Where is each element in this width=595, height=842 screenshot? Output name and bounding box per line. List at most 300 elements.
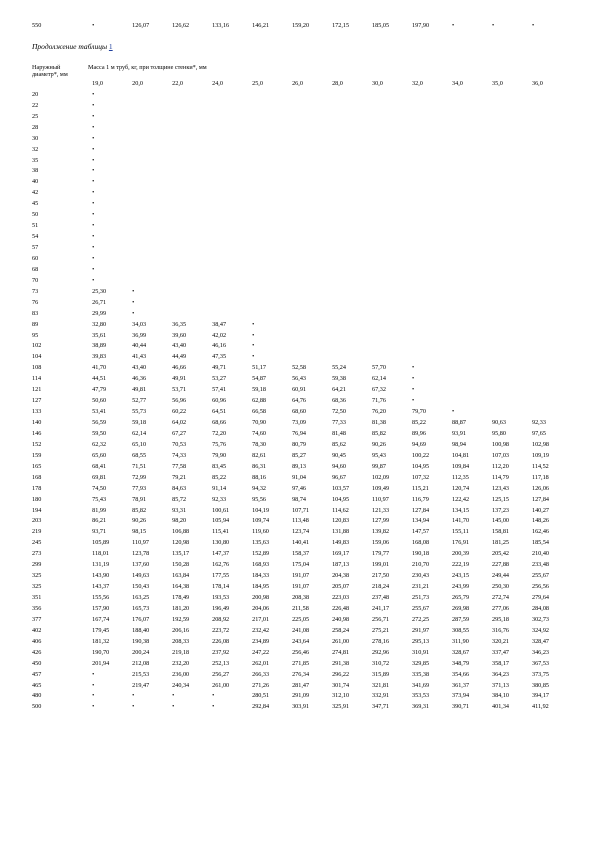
mass-cell — [492, 253, 532, 264]
diameter-cell: 480 — [32, 692, 42, 700]
mass-cell: 121,33 — [372, 506, 390, 514]
mass-cell: 25,30 — [92, 287, 107, 295]
table-row — [32, 275, 572, 286]
diameter-cell: 104 — [32, 353, 42, 361]
mass-cell: 95,43 — [372, 451, 386, 459]
mass-cell — [412, 220, 452, 231]
mass-cell — [212, 100, 252, 111]
mass-cell: 211,58 — [292, 604, 309, 612]
mass-cell — [332, 100, 372, 111]
mass-cell: 150,43 — [132, 583, 150, 591]
mass-cell: 46,36 — [132, 375, 147, 383]
mass-cell — [492, 89, 532, 100]
mass-cell: 249,44 — [492, 572, 510, 580]
mass-cell — [172, 100, 212, 111]
mass-cell — [252, 286, 292, 297]
mass-cell — [212, 176, 252, 187]
mass-cell — [212, 198, 252, 209]
thickness-header-cell: 24,0 — [212, 79, 223, 87]
mass-cell: 279,64 — [531, 594, 549, 602]
mass-cell: 73,09 — [292, 419, 306, 427]
mass-cell: • — [132, 298, 135, 306]
diameter-cell: 102 — [32, 342, 42, 350]
mass-cell: 258,24 — [332, 626, 350, 634]
mass-cell — [492, 362, 532, 373]
mass-cell: 223,03 — [332, 594, 350, 602]
mass-cell — [252, 100, 292, 111]
mass-cell: 233,48 — [531, 561, 549, 569]
mass-cell: 62,88 — [252, 397, 267, 405]
mass-cell — [172, 89, 212, 100]
mass-cell: • — [92, 90, 95, 98]
mass-cell — [212, 242, 252, 253]
mass-cell — [532, 198, 572, 209]
mass-cell — [212, 133, 252, 144]
mass-cell: 123,74 — [292, 528, 310, 536]
mass-cell — [452, 111, 492, 122]
mass-cell — [492, 231, 532, 242]
mass-cell — [252, 297, 292, 308]
mass-cell: 291,09 — [292, 692, 310, 700]
diameter-cell: 133 — [32, 408, 42, 416]
mass-cell: 115,21 — [412, 484, 429, 492]
mass-cell: 292,84 — [252, 703, 270, 711]
mass-cell — [212, 166, 252, 177]
diameter-cell: 219 — [32, 528, 42, 536]
table-row — [32, 166, 572, 177]
mass-cell: 347,71 — [372, 703, 390, 711]
mass-cell: 94,32 — [252, 484, 267, 492]
mass-cell — [452, 220, 492, 231]
mass-cell: 310,91 — [412, 648, 430, 656]
mass-cell: 311,90 — [452, 637, 469, 645]
mass-cell — [252, 275, 292, 286]
mass-cell — [452, 242, 492, 253]
mass-cell — [452, 253, 492, 264]
mass-cell — [332, 220, 372, 231]
table-row — [32, 680, 572, 691]
mass-cell — [292, 308, 332, 319]
mass-cell — [452, 122, 492, 133]
table-row — [32, 187, 572, 198]
mass-cell: 112,35 — [452, 473, 469, 481]
mass-cell: 86,31 — [252, 462, 267, 470]
mass-cell: 41,43 — [132, 353, 147, 361]
table-row — [32, 537, 572, 548]
mass-table — [32, 78, 572, 712]
mass-cell: 315,89 — [372, 670, 390, 678]
mass-cell — [412, 319, 452, 330]
diameter-cell: 76 — [32, 298, 39, 306]
diameter-cell: 159 — [32, 451, 42, 459]
mass-cell: 118,01 — [92, 550, 109, 558]
mass-cell — [252, 308, 292, 319]
mass-cell: 38,47 — [212, 320, 227, 328]
mass-cell: 328,67 — [452, 648, 470, 656]
mass-cell — [292, 297, 332, 308]
mass-cell: 266,33 — [252, 670, 270, 678]
mass-cell: 79,90 — [212, 451, 227, 459]
mass-cell — [332, 144, 372, 155]
mass-cell: • — [212, 703, 215, 711]
mass-cell — [532, 253, 572, 264]
mass-cell: 40,44 — [132, 342, 147, 350]
mass-cell: 176,07 — [132, 615, 150, 623]
mass-cell: 99,87 — [372, 462, 386, 470]
mass-cell — [172, 187, 212, 198]
table-row — [32, 559, 572, 570]
mass-cell — [252, 133, 292, 144]
mass-cell — [332, 133, 372, 144]
mass-cell — [492, 351, 532, 362]
mass-cell — [292, 111, 332, 122]
thickness-header-cell: 19,0 — [92, 79, 103, 87]
mass-cell — [372, 341, 412, 352]
mass-cell — [292, 100, 332, 111]
mass-cell — [132, 275, 172, 286]
table-row — [32, 603, 572, 614]
mass-cell: 74,50 — [92, 484, 107, 492]
mass-cell: 105,94 — [212, 517, 230, 525]
table-row — [32, 144, 572, 155]
mass-cell — [132, 187, 172, 198]
mass-cell: 155,56 — [92, 594, 110, 602]
mass-cell — [212, 155, 252, 166]
mass-cell — [492, 100, 532, 111]
mass-cell: 335,38 — [412, 670, 430, 678]
mass-cell — [532, 155, 572, 166]
mass-cell: 116,79 — [412, 495, 429, 503]
mass-cell — [492, 330, 532, 341]
mass-cell: 219,47 — [132, 681, 150, 689]
mass-cell: 227,88 — [492, 561, 510, 569]
mass-cell: 353,53 — [412, 692, 430, 700]
mass-cell — [452, 286, 492, 297]
diameter-cell: 45 — [32, 200, 39, 208]
mass-cell: 200,98 — [252, 594, 270, 602]
mass-cell: 191,07 — [292, 583, 310, 591]
mass-cell: 94,69 — [412, 440, 426, 448]
mass-cell: • — [92, 692, 95, 700]
mass-cell: 56,96 — [172, 397, 187, 405]
mass-cell — [372, 351, 412, 362]
mass-cell — [292, 209, 332, 220]
mass-cell — [412, 133, 452, 144]
table-row — [32, 439, 572, 450]
mass-cell: 59,38 — [332, 375, 346, 383]
mass-cell — [132, 100, 172, 111]
mass-cell: 67,32 — [372, 386, 386, 394]
mass-cell: 117,18 — [531, 473, 549, 481]
diameter-cell: 245 — [32, 539, 42, 547]
mass-cell: 181,32 — [92, 637, 110, 645]
mass-cell — [372, 242, 412, 253]
table-row — [32, 308, 572, 319]
mass-cell: • — [132, 692, 135, 700]
diameter-cell: 194 — [32, 506, 42, 514]
mass-cell: 149,83 — [332, 539, 350, 547]
table-row — [32, 472, 572, 483]
mass-cell: 284,08 — [531, 604, 549, 612]
mass-cell: 104,19 — [252, 506, 270, 514]
mass-cell — [332, 319, 372, 330]
mass-cell: 43,40 — [132, 364, 147, 372]
mass-cell: 204,06 — [252, 604, 270, 612]
header-outer-diameter — [32, 64, 68, 78]
mass-cell: 148,26 — [531, 517, 549, 525]
mass-cell: 168,08 — [412, 539, 430, 547]
mass-cell — [332, 111, 372, 122]
mass-cell: 35,61 — [92, 331, 107, 339]
mass-cell: 303,91 — [292, 703, 310, 711]
mass-cell — [492, 155, 532, 166]
mass-cell — [252, 166, 292, 177]
diameter-cell: 203 — [32, 517, 42, 525]
mass-cell: 104,95 — [412, 462, 430, 470]
table-row — [32, 176, 572, 187]
mass-cell: 208,38 — [292, 594, 310, 602]
mass-cell: 98,15 — [132, 528, 147, 536]
mass-cell: 100,61 — [212, 506, 230, 514]
top-row-cell: • — [492, 22, 495, 29]
mass-cell: 162,46 — [531, 528, 549, 536]
mass-cell: 110,97 — [132, 539, 149, 547]
mass-cell: 126,06 — [531, 484, 549, 492]
mass-cell: 68,55 — [132, 451, 147, 459]
mass-cell — [452, 155, 492, 166]
mass-cell: 234,89 — [252, 637, 270, 645]
mass-cell: 39,60 — [172, 331, 187, 339]
mass-cell — [172, 111, 212, 122]
mass-cell: 85,72 — [172, 495, 187, 503]
header-col0-line2: диаметр*, мм — [32, 71, 68, 78]
mass-cell: 100,98 — [492, 440, 510, 448]
mass-cell — [332, 341, 372, 352]
mass-cell — [252, 144, 292, 155]
mass-cell: 143,90 — [92, 572, 110, 580]
mass-cell — [372, 155, 412, 166]
mass-cell — [332, 308, 372, 319]
table-row — [32, 89, 572, 100]
mass-cell — [252, 187, 292, 198]
mass-cell — [532, 297, 572, 308]
mass-cell: • — [412, 375, 415, 383]
mass-cell: 65,10 — [132, 440, 147, 448]
table-caption — [32, 42, 113, 51]
mass-cell — [332, 166, 372, 177]
table-row — [32, 373, 572, 384]
mass-cell — [492, 166, 532, 177]
mass-cell: 94,60 — [332, 462, 346, 470]
mass-cell — [532, 406, 572, 417]
mass-cell — [492, 122, 532, 133]
mass-cell: 165,73 — [132, 604, 150, 612]
table-row — [32, 111, 572, 122]
mass-cell: • — [92, 200, 95, 208]
mass-cell — [532, 319, 572, 330]
mass-cell: 237,92 — [212, 648, 230, 656]
mass-cell: 287,59 — [452, 615, 470, 623]
mass-cell: 97,46 — [292, 484, 306, 492]
mass-cell: • — [132, 703, 135, 711]
mass-cell — [452, 384, 492, 395]
mass-cell — [532, 242, 572, 253]
mass-cell — [292, 253, 332, 264]
diameter-cell: 465 — [32, 681, 42, 689]
mass-cell: 143,37 — [92, 583, 110, 591]
mass-cell: 98,94 — [452, 440, 466, 448]
mass-cell: 178,49 — [172, 594, 190, 602]
mass-cell: 84,63 — [172, 484, 187, 492]
mass-cell — [212, 297, 252, 308]
mass-cell: 141,70 — [452, 517, 470, 525]
table-row — [32, 461, 572, 472]
mass-cell — [532, 264, 572, 275]
mass-cell: 59,18 — [252, 386, 267, 394]
mass-cell: 29,99 — [92, 309, 107, 317]
table-row — [32, 592, 572, 603]
mass-cell — [532, 341, 572, 352]
mass-cell — [212, 275, 252, 286]
mass-cell: 204,38 — [332, 572, 350, 580]
mass-cell: 328,47 — [531, 637, 549, 645]
diameter-cell: 40 — [32, 178, 39, 186]
mass-cell: 52,58 — [292, 364, 306, 372]
mass-cell: 90,45 — [332, 451, 346, 459]
mass-cell: 152,89 — [252, 550, 270, 558]
mass-cell: 278,16 — [372, 637, 390, 645]
mass-cell: 222,19 — [452, 561, 470, 569]
mass-cell: 193,53 — [212, 594, 230, 602]
mass-cell — [332, 351, 372, 362]
mass-cell — [452, 144, 492, 155]
table-row — [32, 286, 572, 297]
mass-cell: 88,87 — [452, 419, 466, 427]
mass-cell: 310,72 — [372, 659, 390, 667]
mass-cell — [332, 209, 372, 220]
mass-cell: • — [132, 287, 135, 295]
mass-cell — [172, 297, 212, 308]
mass-cell: 71,76 — [372, 397, 386, 405]
mass-cell — [452, 319, 492, 330]
mass-cell: 163,25 — [132, 594, 150, 602]
mass-cell: 256,46 — [292, 648, 310, 656]
mass-cell: 364,23 — [492, 670, 510, 678]
mass-cell: 93,91 — [452, 429, 466, 437]
table-link[interactable]: 1 — [108, 42, 113, 51]
diameter-cell: 377 — [32, 615, 42, 623]
mass-cell — [292, 176, 332, 187]
mass-cell — [452, 198, 492, 209]
mass-cell: 271,85 — [292, 659, 310, 667]
mass-cell — [332, 286, 372, 297]
table-row — [32, 581, 572, 592]
mass-cell: • — [452, 408, 455, 416]
diameter-cell: 73 — [32, 287, 39, 295]
mass-cell — [252, 209, 292, 220]
mass-cell: 272,74 — [492, 594, 510, 602]
mass-cell: 159,06 — [372, 539, 390, 547]
mass-cell — [412, 198, 452, 209]
mass-cell: 162,76 — [212, 561, 230, 569]
mass-cell — [452, 166, 492, 177]
table-row — [32, 625, 572, 636]
mass-cell: 208,92 — [212, 615, 230, 623]
mass-cell: 52,77 — [132, 397, 147, 405]
mass-cell: 36,99 — [132, 331, 147, 339]
mass-cell: 312,10 — [332, 692, 350, 700]
mass-cell — [172, 242, 212, 253]
mass-cell: 93,31 — [172, 506, 187, 514]
table-row — [32, 647, 572, 658]
diameter-cell: 68 — [32, 265, 39, 273]
mass-cell: • — [172, 703, 175, 711]
mass-cell: 69,81 — [92, 473, 107, 481]
mass-cell — [412, 155, 452, 166]
mass-cell — [412, 264, 452, 275]
table-row — [32, 155, 572, 166]
mass-cell: 66,58 — [252, 408, 267, 416]
mass-cell — [252, 155, 292, 166]
mass-cell: 296,22 — [332, 670, 350, 678]
table-row — [32, 614, 572, 625]
mass-cell: • — [92, 101, 95, 109]
mass-cell: 98,74 — [292, 495, 306, 503]
mass-cell — [292, 264, 332, 275]
mass-cell: • — [92, 681, 95, 689]
mass-cell: 107,71 — [292, 506, 310, 514]
top-row-cell: • — [531, 22, 535, 29]
mass-cell — [292, 351, 332, 362]
diameter-cell: 38 — [32, 167, 39, 175]
table-row — [32, 362, 572, 373]
mass-cell — [292, 89, 332, 100]
mass-cell: 64,76 — [292, 397, 306, 405]
mass-cell — [132, 155, 172, 166]
mass-cell: 54,87 — [252, 375, 267, 383]
mass-cell: 240,98 — [332, 615, 350, 623]
mass-cell: 59,18 — [132, 419, 147, 427]
mass-cell: 369,31 — [412, 703, 430, 711]
mass-cell — [332, 253, 372, 264]
mass-cell: 232,20 — [172, 659, 190, 667]
mass-cell — [412, 231, 452, 242]
mass-cell: 346,23 — [531, 648, 549, 656]
top-row-cell: 133,16 — [212, 22, 230, 29]
mass-cell: 175,04 — [292, 561, 310, 569]
mass-cell: • — [92, 167, 95, 175]
mass-cell: • — [92, 233, 95, 241]
mass-cell — [252, 242, 292, 253]
table-row — [32, 231, 572, 242]
mass-cell: 256,56 — [531, 583, 549, 591]
mass-cell: 163,84 — [172, 572, 190, 580]
mass-cell: 98,20 — [172, 517, 187, 525]
mass-cell — [332, 89, 372, 100]
mass-cell: 158,37 — [292, 550, 310, 558]
table-row — [32, 658, 572, 669]
mass-cell: 109,49 — [372, 484, 390, 492]
mass-cell: 78,30 — [252, 440, 267, 448]
mass-cell: 90,63 — [492, 419, 506, 427]
mass-cell — [212, 286, 252, 297]
mass-cell: 102,09 — [372, 473, 390, 481]
mass-cell: 127,99 — [372, 517, 390, 525]
mass-cell — [252, 231, 292, 242]
mass-cell — [172, 220, 212, 231]
mass-cell: 72,99 — [132, 473, 147, 481]
mass-cell — [372, 275, 412, 286]
